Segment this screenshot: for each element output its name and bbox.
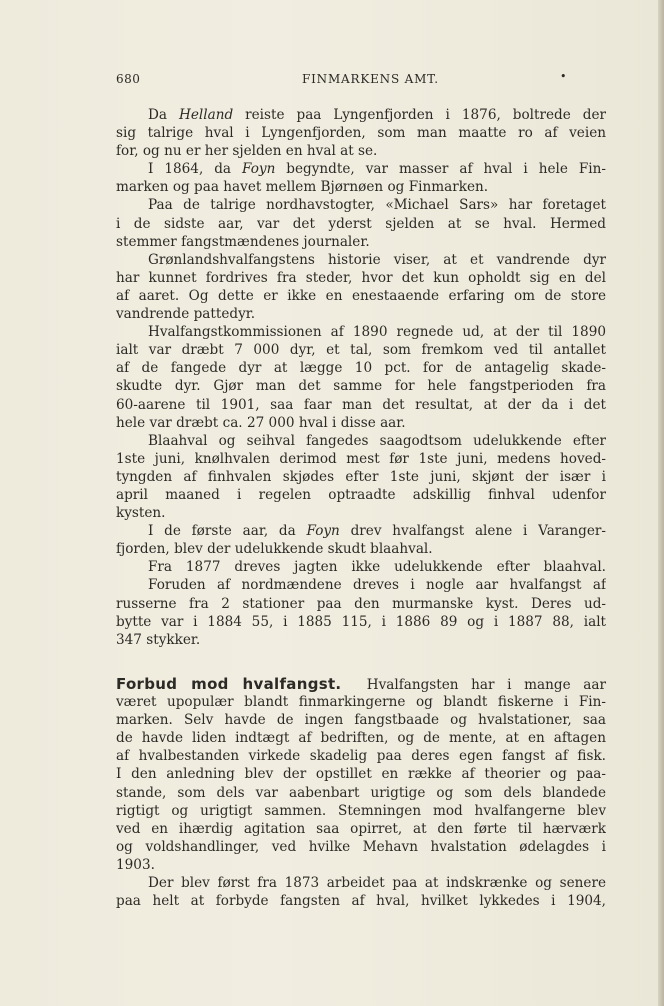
text-line: sig talrige hval i Lyngenfjorden, som man maatte ro af veien — [116, 125, 606, 142]
text-line: Da Helland reiste paa Lyngenfjorden i 1876, boltrede der — [148, 107, 606, 123]
text-line: fjorden, blev der udelukkende skudt blaahval. — [116, 541, 433, 558]
running-title: FINMARKENS AMT. — [302, 72, 439, 86]
text-line: ialt var dræbt 7 000 dyr, et tal, som fremkom ved til antallet — [116, 342, 606, 359]
text-line: har kunnet fordrives fra steder, hvor det kun opholdt sig en del — [116, 269, 606, 286]
text-line: marken. Selv havde de ingen fangstbaade og hvalstationer, saa — [116, 712, 606, 729]
text-line: Blaahval og seihval fangedes saagodtsom udelukkende efter — [148, 432, 606, 449]
text-line: bytte var i 1884 55, i 1885 115, i 1886 89 og i 1887 88, ialt — [116, 613, 606, 630]
text-line: ved en ihærdig agitation saa opirret, at den førte til hærværk — [116, 820, 606, 837]
running-header — [116, 72, 566, 92]
text-line: Grønlandshvalfangstens historie viser, at et vandrende dyr — [148, 251, 606, 268]
text-line: Der blev først fra 1873 arbeidet paa at indskrænke og senere — [148, 875, 606, 892]
text-line: Hvalfangstkommissionen af 1890 regnede ud, at der til 1890 — [148, 324, 606, 341]
text-line: stemmer fangstmændenes journaler. — [116, 233, 370, 250]
text-line: kysten. — [116, 505, 166, 522]
text-line: paa helt at forbyde fangsten af hval, hvilket lykkedes i 1904, — [116, 893, 606, 910]
text-line: Paa de talrige nordhavstogter, «Michael Sars» har foretaget — [148, 197, 606, 214]
text-line: april maaned i regelen optraadte adskillig finhval udenfor — [116, 486, 606, 503]
text-line: af hvalbestanden virkede skadelig paa deres egen fangst af fisk. — [116, 748, 606, 765]
text-line: 1903. — [116, 856, 155, 873]
text-line: rigtigt og urigtigt sammen. Stemningen mod hvalfangerne blev — [116, 802, 606, 819]
text-line: I 1864, da Foyn begyndte, var masser af hval i hele Fin- — [148, 161, 606, 178]
text-line: I de første aar, da Foyn drev hvalfangst alene i Varanger- — [148, 523, 606, 540]
text-line: vandrende pattedyr. — [116, 306, 256, 323]
text-line: for, og nu er her sjelden en hval at se. — [116, 143, 378, 160]
text-line: marken og paa havet mellem Bjørnøen og Finmarken. — [116, 179, 489, 196]
text-line: og voldshandlinger, ved hvilke Mehavn hvalstation ødelagdes i — [116, 838, 606, 855]
body-text-section-2 — [116, 675, 606, 910]
text-line: af aaret. Og dette er ikke en enestaaende erfaring om de store — [116, 287, 606, 304]
text-line: 347 stykker. — [116, 631, 201, 648]
section-heading: Forbud mod hvalfangst. — [116, 675, 342, 693]
text-line: 60-aarene til 1901, saa faar man det resultat, at der da i det — [116, 396, 606, 413]
text-line: skudte dyr. Gjør man det samme for hele fangstperioden fra — [116, 378, 606, 395]
text-line: tyngden af finhvalen skjødes efter 1ste juni, skjønt der især i — [116, 468, 606, 485]
text-line: i de sidste aar, var det yderst sjelden at se hval. Hermed — [116, 215, 606, 232]
page-number: 680 — [116, 72, 141, 86]
header-mark: • — [560, 70, 567, 83]
text-line: de havde liden indtægt af bedriften, og de mente, at en aftagen — [116, 730, 606, 747]
text-line: I den anledning blev der opstillet en række af theorier og paa- — [116, 766, 606, 783]
body-text-section-1 — [116, 106, 606, 649]
text-line: hele var dræbt ca. 27 000 hval i disse aar. — [116, 414, 406, 431]
text-line: stande, som dels var aabenbart urigtige og som dels blandede — [116, 784, 606, 801]
text-line: været upopulær blandt finmarkingerne og blandt fiskerne i Fin- — [116, 694, 606, 711]
page-edge — [658, 0, 664, 1006]
text-line: Foruden af nordmændene dreves i nogle aar hvalfangst af — [148, 577, 606, 594]
text-line: Forbud mod hvalfangst. Hvalfangsten har i mange aar — [116, 675, 606, 693]
text-line: russerne fra 2 stationer paa den murmanske kyst. Deres ud- — [116, 595, 606, 612]
text-line: 1ste juni, knølhvalen derimod mest før 1ste juni, medens hoved- — [116, 450, 606, 467]
text-line: Fra 1877 dreves jagten ikke udelukkende efter blaahval. — [148, 559, 606, 576]
text-line: af de fangede dyr at lægge 10 pct. for de antagelig skade- — [116, 360, 606, 377]
